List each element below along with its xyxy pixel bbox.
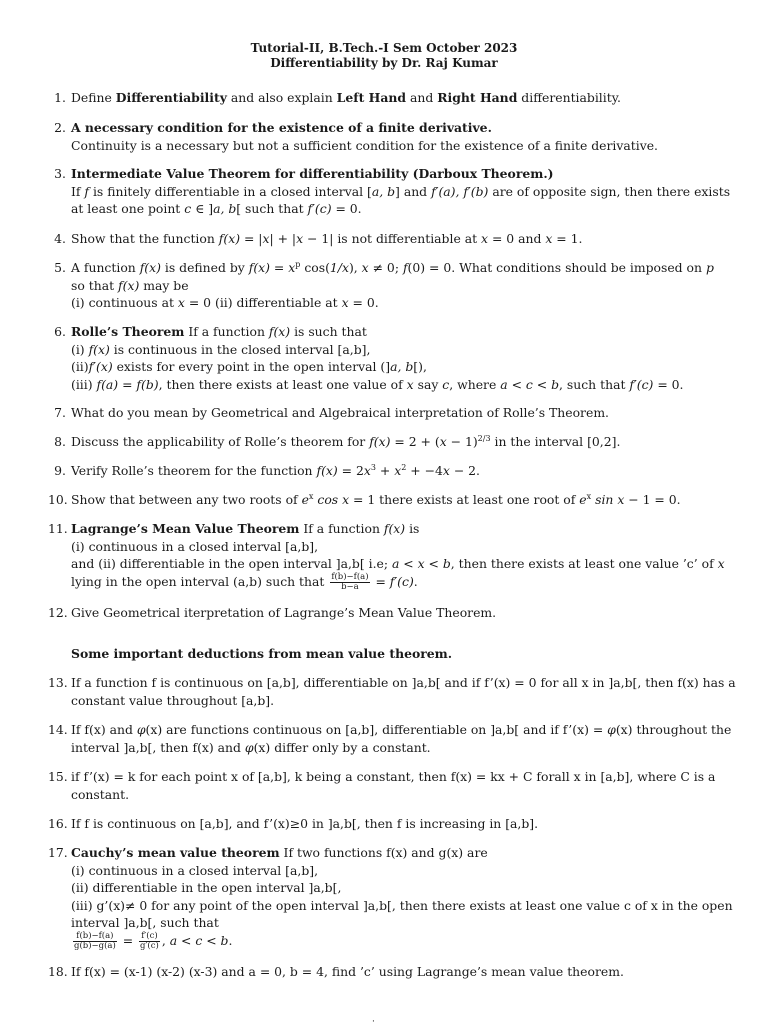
text-line: $\frac{f(b)-f(a)}{g(b)-g(a)}$ = $\frac{f'(c)}{g'(c)}$ , a < c < b.	[74, 930, 233, 951]
question-text	[71, 768, 715, 803]
fraction: $\frac{f(b)-f(a)}{b-a}$	[331, 571, 369, 592]
question-text	[71, 165, 731, 218]
text-line: Verify Rolle’s theorem for the function $f(x) = 2x^3 + x^2 + -4x - 2$.	[71, 462, 480, 478]
question-number: 10.	[48, 492, 68, 507]
question-number: 1.	[54, 90, 66, 105]
fraction: $\frac{f(b)-f(a)}{g(b)-g(a)}$	[74, 930, 116, 951]
question-number: 15.	[48, 769, 68, 784]
question-number: 18.	[48, 964, 68, 979]
text-line: and (ii) differentiable in the open interval ]a,b[ i.e; a < x < b, then there exists at least one value ’c’ of x	[71, 556, 725, 571]
text-line: (i) f(x) is continuous in the closed interval [a,b],	[71, 341, 371, 357]
question-text	[71, 433, 715, 451]
text-line: at least one point c ∈ ]a, b[ such that f′(c) = 0.	[71, 201, 362, 216]
text-line: constant value throughout [a,b].	[71, 692, 275, 708]
document-subtitle: Differentiability by Dr. Raj Kumar	[270, 56, 498, 70]
text-line: (iii) g’(x)≠ 0 for any point of the open interval ]a,b[, then there exists at least one value c of x in the open	[71, 897, 733, 913]
text-line: Show that between any two roots of $e^x$ cos x = 1 there exists at least one root of $e^x$ sin x − 1 = 0.	[71, 491, 681, 507]
text-line: interval ]a,b[, such that	[71, 915, 219, 930]
text-line: (ii) differentiable in the open interval ]a,b[,	[71, 880, 342, 895]
text-line: (i) continuous in a closed interval [a,b],	[71, 538, 319, 554]
question-text	[71, 721, 732, 756]
question-text	[71, 323, 715, 393]
question-text	[71, 520, 725, 592]
document-title: Tutorial-II, B.Tech.-I Sem October 2023	[250, 41, 518, 55]
text-line: (i) continuous at x = 0 (ii) differentiable at x = 0.	[71, 295, 379, 310]
question-text	[71, 89, 715, 107]
question-text	[71, 462, 715, 480]
fraction: $\frac{f'(c)}{g'(c)}$	[140, 930, 159, 951]
text-line: Discuss the applicability of Rolle’s theorem for $f(x) = 2 + (x - 1)^{2/3}$ in the interval [0,2].	[71, 433, 621, 449]
question-number: 5.	[54, 260, 66, 275]
question-text	[71, 119, 715, 154]
text-line: lying in the open interval (a,b) such that $\frac{f(b)-f(a)}{b-a}$ = f′(c).	[71, 571, 418, 592]
question-text	[71, 491, 715, 509]
question-number: 3.	[54, 166, 66, 181]
question-text	[71, 963, 715, 981]
text-line: If f is finitely differentiable in a closed interval [a, b] and f′(a), f′(b) are of opposite sign, then there exists	[71, 183, 731, 199]
text-line: if f’(x) = k for each point x of [a,b], k being a constant, then f(x) = kx + C forall x in [a,b], where C is a	[71, 769, 716, 784]
question-number: 9.	[54, 463, 66, 478]
question-text	[71, 674, 736, 709]
text-line: (iii) f(a) = f(b), then there exists at least one value of x say c, where a < c < b, such that f′(c) = 0.	[71, 376, 684, 392]
text-line: Define Differentiability and also explain Left Hand and Right Hand differentiability.	[71, 90, 621, 105]
text-line: If f(x) = (x-1) (x-2) (x-3) and a = 0, b = 4, find ’c’ using Lagrange’s mean value theorem.	[71, 964, 624, 979]
question-text	[71, 230, 715, 248]
text-line: Continuity is a necessary but not a sufficient condition for the existence of a finite derivative.	[71, 137, 658, 153]
text-line: constant.	[71, 786, 130, 802]
text-line: If f is continuous on [a,b], and f’(x)≥0 in ]a,b[, then f is increasing in [a,b].	[71, 816, 539, 831]
question-number: 7.	[54, 405, 66, 420]
question-number: 14.	[48, 722, 68, 737]
question-text	[71, 604, 715, 622]
question-text	[71, 815, 715, 833]
question-text	[71, 404, 715, 422]
page-mark: ·	[372, 1017, 375, 1027]
question-number: 2.	[54, 120, 66, 135]
text-line: Rolle’s Theorem If a function f(x) is such that	[71, 324, 367, 339]
question-number: 4.	[54, 231, 66, 246]
question-number: 12.	[48, 605, 68, 620]
question-text	[71, 259, 715, 312]
question-number: 16.	[48, 816, 68, 831]
text-line: A function f(x) is defined by $f(x) = x^p$ cos(1/x), x ≠ 0; f(0) = 0. What conditions should be imposed on p	[71, 259, 714, 275]
text-line: Cauchy’s mean value theorem If two functions f(x) and g(x) are	[71, 845, 488, 860]
question-number: 17.	[48, 845, 68, 860]
text-line: (i) continuous in a closed interval [a,b],	[71, 862, 319, 878]
text-line: Lagrange’s Mean Value Theorem If a function f(x) is	[71, 521, 420, 536]
text-line: Intermediate Value Theorem for differentiability (Darboux Theorem.)	[71, 166, 554, 181]
text-line: Give Geometrical iterpretation of Lagrange’s Mean Value Theorem.	[71, 605, 497, 620]
question-number: 13.	[48, 675, 68, 690]
question-text	[71, 844, 733, 951]
question-number: 8.	[54, 434, 66, 449]
section-heading: Some important deductions from mean value theorem.	[71, 646, 453, 661]
question-number: 11.	[48, 521, 68, 536]
text-line: If a function f is continuous on [a,b], differentiable on ]a,b[ and if f’(x) = 0 for all x in ]a,b[, then f(x) has a	[71, 675, 736, 690]
text-line: What do you mean by Geometrical and Algebraical interpretation of Rolle’s Theorem.	[71, 405, 610, 420]
text-line: If f(x) and φ(x) are functions continuous on [a,b], differentiable on ]a,b[ and if f’(x) = φ(x) throughout the	[71, 722, 732, 737]
text-line: interval ]a,b[, then f(x) and φ(x) differ only by a constant.	[71, 739, 431, 755]
question-number: 6.	[54, 324, 66, 339]
text-line: so that f(x) may be	[71, 277, 189, 293]
text-line: Show that the function f(x) = |x| + |x − 1| is not differentiable at x = 0 and x = 1.	[71, 231, 583, 246]
text-line: (ii)f′(x) exists for every point in the open interval (]a, b[),	[71, 359, 427, 374]
text-line: A necessary condition for the existence of a finite derivative.	[71, 120, 492, 135]
